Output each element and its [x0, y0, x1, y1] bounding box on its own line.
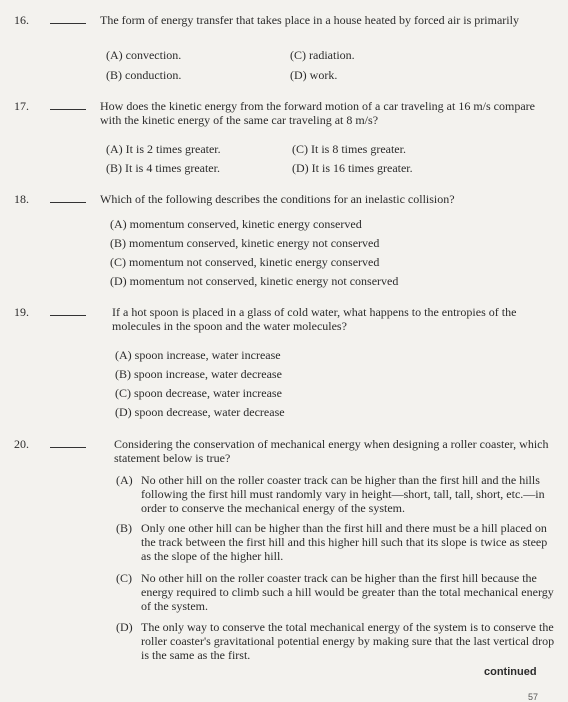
option-a: (A) spoon increase, water increase: [115, 348, 281, 362]
question-stem: Which of the following describes the conditions for an inelastic collision?: [100, 192, 455, 206]
option-b: (B) momentum conserved, kinetic energy not conserved: [110, 236, 380, 250]
answer-blank: [50, 315, 86, 316]
question-number: 20.: [14, 437, 29, 451]
option-text: No other hill on the roller coaster track can be higher than the first hill because the energy required to climb such a hill would be greater than the total mechanical energy of the system.: [141, 571, 554, 613]
option-b: (B) It is 4 times greater.: [106, 161, 220, 175]
question-number: 19.: [14, 305, 29, 319]
question-stem: The form of energy transfer that takes place in a house heated by forced air is primarily: [100, 13, 519, 27]
option-a: (A) It is 2 times greater.: [106, 142, 221, 156]
question-number: 16.: [14, 13, 29, 27]
answer-blank: [50, 109, 86, 110]
option-text: Only one other hill can be higher than the first hill and there must be a hill placed on the track between the first hill and this higher hill such that its slope is twice as steep as the slope of the higher hill.: [141, 521, 548, 563]
option-b: (B) spoon increase, water decrease: [115, 367, 282, 381]
option-label: (B): [116, 521, 132, 535]
option-text: The only way to conserve the total mechanical energy of the system is to conserve the roller coaster's gravitational potential energy by making sure that the last vertical drop is the same as the first.: [141, 620, 555, 662]
option-d: (D) momentum not conserved, kinetic energy not conserved: [110, 274, 399, 288]
question-number: 17.: [14, 99, 29, 113]
option-c: [116, 571, 556, 613]
question-stem: How does the kinetic energy from the forward motion of a car traveling at 16 m/s compare with the kinetic energy of the same car traveling at 8 m/s?: [100, 99, 535, 127]
answer-blank: [50, 447, 86, 448]
option-c: (C) spoon decrease, water increase: [115, 386, 282, 400]
option-a: (A) convection.: [106, 48, 182, 62]
question-number: 18.: [14, 192, 29, 206]
continued-label: continued: [484, 666, 537, 678]
option-label: (A): [116, 473, 133, 487]
option-d: [116, 620, 556, 662]
answer-blank: [50, 23, 86, 24]
option-a: [116, 473, 556, 515]
option-label: (D): [116, 620, 133, 634]
option-d: (D) It is 16 times greater.: [292, 161, 413, 175]
option-label: (C): [116, 571, 132, 585]
option-d: (D) spoon decrease, water decrease: [115, 405, 285, 419]
option-c: (C) momentum not conserved, kinetic energy conserved: [110, 255, 380, 269]
option-b: (B) conduction.: [106, 68, 182, 82]
question-stem: Considering the conservation of mechanical energy when designing a roller coaster, which statement below is true?: [114, 437, 549, 465]
page-number: 57: [528, 692, 539, 702]
option-c: (C) radiation.: [290, 48, 355, 62]
option-d: (D) work.: [290, 68, 338, 82]
answer-blank: [50, 202, 86, 203]
option-c: (C) It is 8 times greater.: [292, 142, 406, 156]
question-stem: If a hot spoon is placed in a glass of cold water, what happens to the entropies of the molecules in the spoon and the water molecules?: [112, 305, 517, 333]
option-a: (A) momentum conserved, kinetic energy conserved: [110, 217, 362, 231]
option-b: [116, 521, 556, 563]
option-text: No other hill on the roller coaster track can be higher than the first hill and the hills following the first hill must randomly vary in height—short, tall, tall, short, etc.—in order to conserve the mechanical energy of the system.: [141, 473, 545, 515]
